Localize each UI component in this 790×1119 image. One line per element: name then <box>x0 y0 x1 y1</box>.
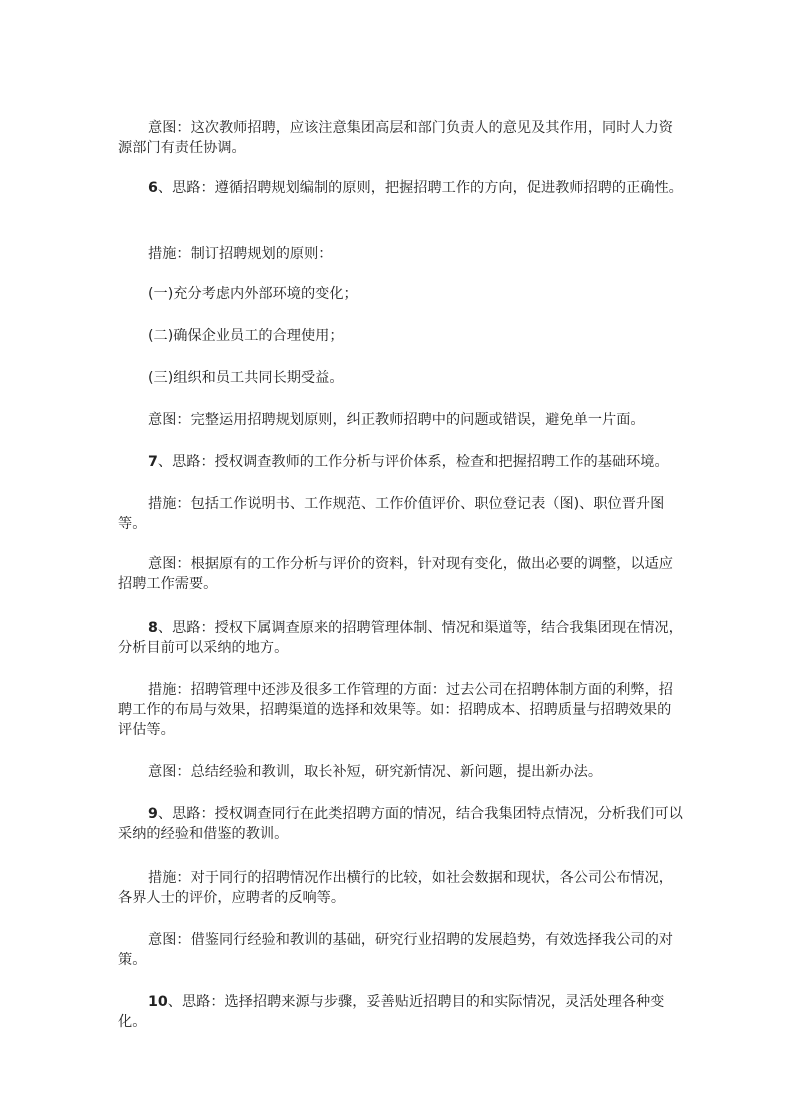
paragraph-step-9 <box>118 804 684 844</box>
paragraph-step-10 <box>118 992 684 1032</box>
paragraph-measure <box>118 244 684 264</box>
item-number: 10 <box>148 994 168 1010</box>
paragraph-principle-3 <box>118 368 684 388</box>
paragraph-text: 意图：根据原有的工作分析与评价的资料，针对现有变化，做出必要的调整，以适应招聘工作需要。 <box>118 556 673 592</box>
paragraph-step-6 <box>118 178 684 198</box>
paragraph-text: 措施：包括工作说明书、工作规范、工作价值评价、职位登记表（图)、职位晋升图等。 <box>118 496 665 532</box>
paragraph-text: 、思路：选择招聘来源与步骤，妥善贴近招聘目的和实际情况，灵活处理各种变化。 <box>118 994 665 1030</box>
paragraph-measure <box>118 494 684 534</box>
paragraph-step-7 <box>118 452 684 472</box>
paragraph-intent <box>118 554 684 594</box>
paragraph-text: 意图：这次教师招聘，应该注意集团高层和部门负责人的意见及其作用，同时人力资源部门有责任协调。 <box>118 120 673 156</box>
paragraph-intent <box>118 930 684 970</box>
paragraph-text: 、思路：授权下属调查原来的招聘管理体制、情况和渠道等，结合我集团现在情况，分析目前可以采纳的地方。 <box>118 620 683 656</box>
paragraph-text: 措施：制订招聘规划的原则： <box>148 246 333 262</box>
paragraph-text: 意图：借鉴同行经验和教训的基础，研究行业招聘的发展趋势，有效选择我公司的对策。 <box>118 932 673 968</box>
paragraph-measure <box>118 868 684 908</box>
paragraph-text: (三)组织和员工共同长期受益。 <box>148 370 344 386</box>
paragraph-text: 、思路：授权调查教师的工作分析与评价体系，检查和把握招聘工作的基础环境。 <box>157 454 669 470</box>
paragraph-intent <box>118 410 684 430</box>
paragraph-text: 措施：招聘管理中还涉及很多工作管理的方面：过去公司在招聘体制方面的利弊，招聘工作的布局与效果，招聘渠道的选择和效果等。如：招聘成本、招聘质量与招聘效果的评估等。 <box>118 682 673 738</box>
paragraph-text: 、思路：授权调查同行在此类招聘方面的情况，结合我集团特点情况，分析我们可以采纳的经验和借鉴的教训。 <box>118 806 683 842</box>
paragraph-intent <box>118 762 684 782</box>
paragraph-principle-2 <box>118 326 684 346</box>
paragraph-text: 意图：总结经验和教训，取长补短，研究新情况、新问题，提出新办法。 <box>148 764 603 780</box>
paragraph-intent <box>118 118 684 158</box>
paragraph-text: 措施：对于同行的招聘情况作出横行的比较，如社会数据和现状，各公司公布情况，各界人士的评价，应聘者的反响等。 <box>118 870 673 906</box>
paragraph-step-8 <box>118 618 684 658</box>
item-number: 7 <box>148 454 158 470</box>
paragraph-text: 意图：完整运用招聘规划原则，纠正教师招聘中的问题或错误，避免单一片面。 <box>148 412 645 428</box>
paragraph-text: (一)充分考虑内外部环境的变化； <box>148 286 358 302</box>
paragraph-text: 、思路：遵循招聘规划编制的原则，把握招聘工作的方向，促进教师招聘的正确性。 <box>157 180 683 196</box>
paragraph-measure <box>118 680 684 740</box>
paragraph-text: (二)确保企业员工的合理使用； <box>148 328 344 344</box>
item-number: 6 <box>148 180 158 196</box>
paragraph-principle-1 <box>118 284 684 304</box>
item-number: 8 <box>148 620 158 636</box>
item-number: 9 <box>148 806 158 822</box>
